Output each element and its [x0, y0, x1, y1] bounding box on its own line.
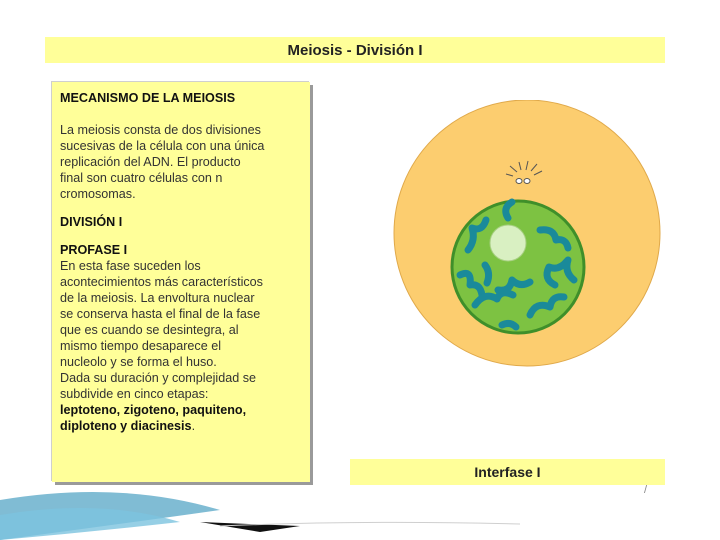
caption-interfase: Interfase I: [474, 464, 541, 480]
stages-line-2: diploteno y diacinesis: [60, 419, 192, 433]
decorative-wave: [0, 440, 720, 540]
profase-line: mismo tiempo desaparece el: [60, 339, 221, 353]
intro-line: replicación del ADN. El producto: [60, 155, 241, 169]
text-panel: [52, 82, 310, 482]
intro-line: sucesivas de la célula con una única: [60, 139, 265, 153]
profase-line: nucleolo y se forma el huso.: [60, 355, 217, 369]
text-panel-content: [60, 90, 304, 434]
intro-paragraph: [60, 122, 304, 202]
heading-division: DIVISIÓN I: [60, 215, 123, 229]
slide-title: Meiosis - División I: [287, 41, 423, 59]
intro-line: cromosomas.: [60, 187, 136, 201]
stages-line-1: leptoteno, zigoteno, paquiteno,: [60, 403, 247, 417]
profase-line: acontecimientos más característicos: [60, 275, 263, 289]
nucleolus: [490, 225, 526, 261]
profase-line: se conserva hasta el final de la fase: [60, 307, 261, 321]
profase-paragraph: [60, 258, 304, 434]
profase-line: subdivide en cinco etapas:: [60, 387, 209, 401]
heading-profase: PROFASE I: [60, 243, 128, 257]
slide-title-bar: [45, 37, 665, 63]
interphase-cell-illustration: [390, 100, 665, 370]
profase-line: de la meiosis. La envoltura nuclear: [60, 291, 255, 305]
stray-mark: /: [644, 484, 648, 496]
intro-line: La meiosis consta de dos divisiones: [60, 123, 261, 137]
intro-line: final son cuatro células con n: [60, 171, 223, 185]
heading-mecanismo: MECANISMO DE LA MEIOSIS: [60, 91, 236, 105]
profase-line: que es cuando se desintegra, al: [60, 323, 239, 337]
stages-period: .: [191, 419, 196, 433]
profase-line: Dada su duración y complejidad se: [60, 371, 257, 385]
profase-line: En esta fase suceden los: [60, 259, 201, 273]
